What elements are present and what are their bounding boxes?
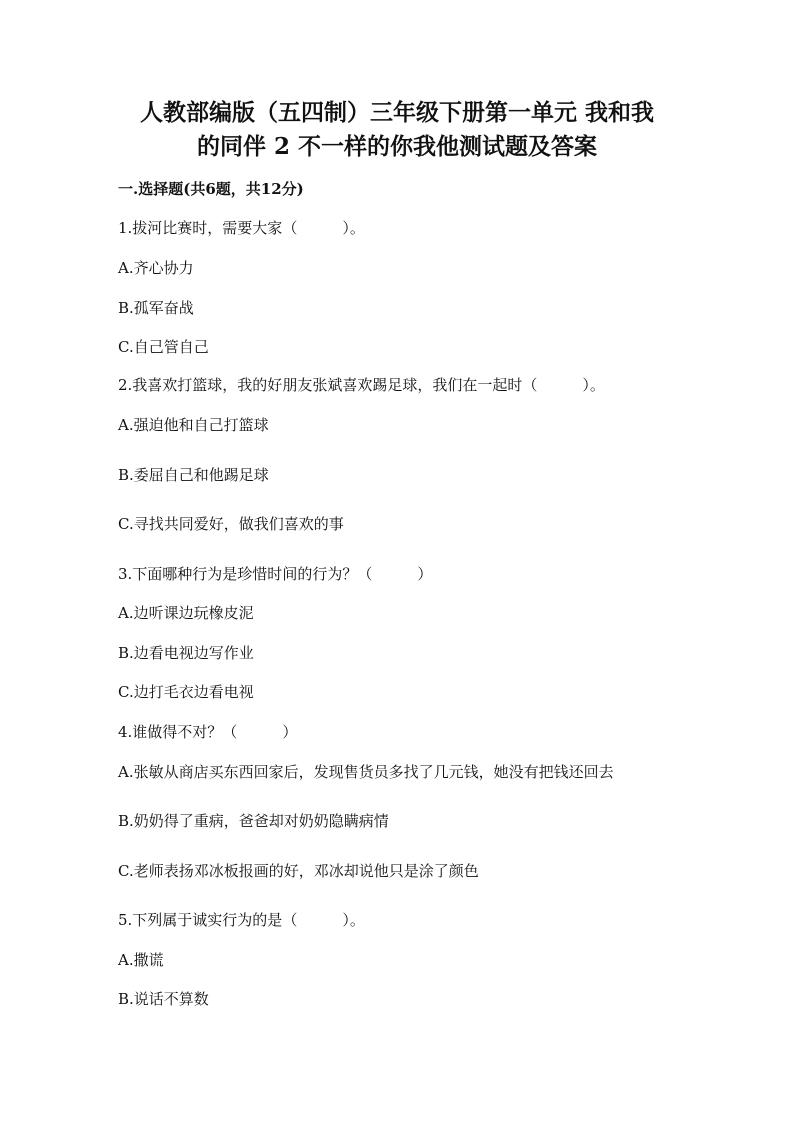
question-1-option-a: A.齐心协力 — [118, 259, 194, 277]
question-5-option-a: A.撒谎 — [118, 951, 164, 969]
question-3-option-b: B.边看电视边写作业 — [118, 644, 254, 662]
section-heading: 一.选择题(共6题，共12分) — [118, 180, 304, 198]
title-line-2: 的同伴 2 不一样的你我他测试题及答案 — [196, 133, 598, 160]
question-4-option-c: C.老师表扬邓冰板报画的好，邓冰却说他只是涂了颜色 — [118, 862, 479, 880]
question-2-stem: 2.我喜欢打篮球，我的好朋友张斌喜欢踢足球，我们在一起时（ ）。 — [118, 376, 605, 394]
question-2-option-c: C.寻找共同爱好，做我们喜欢的事 — [118, 515, 344, 533]
question-1-option-c: C.自己管自己 — [118, 338, 209, 356]
question-3-stem: 3.下面哪种行为是珍惜时间的行为？（ ） — [118, 565, 433, 583]
question-4-stem: 4.谁做得不对？（ ） — [118, 723, 298, 741]
title-line-1: 人教部编版（五四制）三年级下册第一单元 我和我 — [139, 99, 654, 126]
question-4-option-b: B.奶奶得了重病，爸爸却对奶奶隐瞒病情 — [118, 812, 389, 830]
question-2-option-a: A.强迫他和自己打篮球 — [118, 416, 269, 434]
question-3-option-a: A.边听课边玩橡皮泥 — [118, 604, 254, 622]
question-1-stem: 1.拔河比赛时，需要大家（ ）。 — [118, 219, 365, 237]
question-3-option-c: C.边打毛衣边看电视 — [118, 683, 254, 701]
question-5-stem: 5.下列属于诚实行为的是（ ）。 — [118, 911, 365, 929]
question-5-option-b: B.说话不算数 — [118, 990, 209, 1008]
question-2-option-b: B.委屈自己和他踢足球 — [118, 466, 269, 484]
question-1-option-b: B.孤军奋战 — [118, 299, 194, 317]
question-4-option-a: A.张敏从商店买东西回家后，发现售货员多找了几元钱，她没有把钱还回去 — [118, 763, 614, 781]
